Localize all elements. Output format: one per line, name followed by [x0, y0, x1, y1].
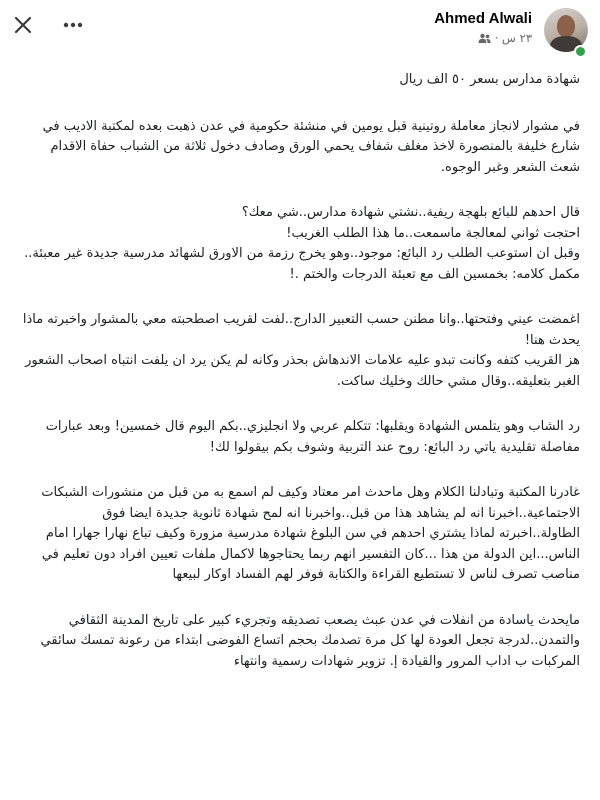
post-content — [18, 70, 580, 697]
author-name[interactable]: Ahmed Alwali — [434, 10, 532, 27]
more-options-button[interactable] — [56, 8, 90, 42]
post-meta — [434, 31, 532, 45]
post-time[interactable]: ٢٣ س · — [494, 31, 532, 45]
post-title: شهادة مدارس بسعر ٥٠ الف ريال — [399, 72, 580, 87]
close-icon — [13, 15, 33, 35]
post-paragraph-3: اغمضت عيني وفتحتها..وانا مطنن حسب التعبير الدارج..لفت لقريب اصطحبته معي بالمشوار واخبرته ماذا يحدث هنا! هز القريب كتفه وكانت تبدو عليه علامات الاندهاش بحذر وكانه لم يكن يرد ان يلفت انتباه اصحاب الشعور الغبر بتعليقه..وقال مشي حالك وخليك ساكت. — [22, 312, 580, 389]
post-header — [0, 0, 600, 64]
post-paragraph-2: قال احدهم للبائع بلهجة ريفية..نشتي شهادة مدارس..شي معك؟ احتجت ثواني لمعالجة ماسمعت..ما هذا الطلب الغريب! وقبل ان استوعب الطلب رد البائع: موجود..وهو يخرج رزمة من الاورق لشهائد مدرسية جديدة غير معبئة.. مكمل كلامه: بخمسين الف مع تعبئة الدرجات والختم .! — [24, 205, 580, 282]
post-paragraph-5: غادرنا المكتبة وتبادلنا الكلام وهل ماحدث امر معتاد وكيف لم اسمع به من قبل من منشورات الشبكات الاجتماعية..اخبرنا انه لم يشاهد هذا من قبل..واخبرنا انه لمح شهادة ثانوية جديدة ايضا فوق الطاولة..اخبرته لماذا يشتري احدهم في سن البلوغ شهادة مدرسية مزورة وكيف تباع نهارا جهارا امام الناس...اين الدولة من هذا ...كان التفسير انهم ربما يحتاجوها لاكمال ملفات تعيين افراد دون تعليم في مناصب تصرف لناس لا تستطيع القراءة والكتابة فوفر لهم الفساد اوكار لبيعها — [41, 485, 580, 582]
more-horizontal-icon — [62, 14, 84, 36]
close-button[interactable] — [6, 8, 40, 42]
post-paragraph-1: في مشوار لانجاز معاملة روتينية قبل يومين في منشئة حكومية في عدن ذهبت بعده لمكتبة الاديب في شارع خليفة بالمنصورة لاخذ مغلف شفاف يحمي الورق وصادف دخول ثلاثة من الشباب حفاة الاقدام شعث الشعر وغبر الوجوه. — [42, 118, 580, 175]
post-paragraph-4: رد الشاب وهو يتلمس الشهادة ويقلبها: تتكلم عربي ولا انجليزي..بكم اليوم قال خمسين! وبعد عبارات مفاصلة تقليدية ياتي رد البائع: روح عند التربية وشوف بكم بيقولوا لك! — [45, 419, 580, 455]
post-paragraph-6: مايحدث ياسادة من انفلات في عدن عبث يصعب تصديقه وتجريء كبير على تاريخ المدينة الثقافي والتمدن..لدرجة تجعل العودة لها كل مرة تصدمك بحجم اتساع الفوضى ابتداء من رعونة تمسك سائقي المركبات ب اداب المرور والقيادة إ. تزوير شهادات رسمية وانتهاء — [40, 612, 580, 669]
author-block — [434, 10, 532, 45]
friends-icon — [478, 33, 491, 44]
online-status-badge — [574, 45, 587, 58]
